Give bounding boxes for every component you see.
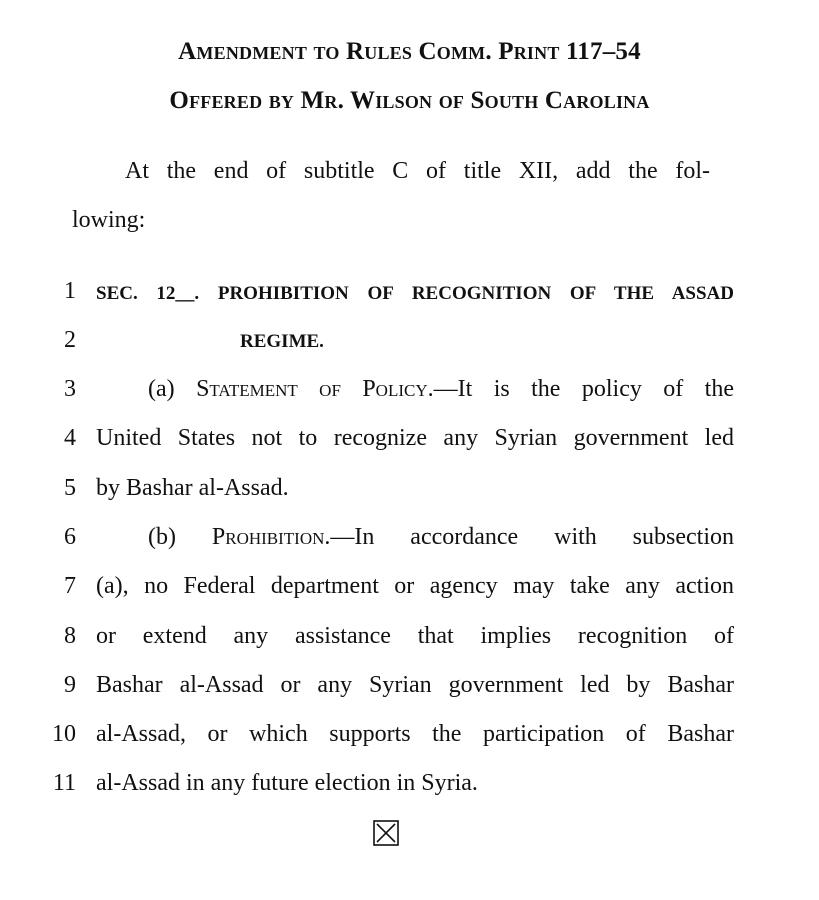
line-number: 2 bbox=[64, 327, 76, 353]
line-number: 6 bbox=[64, 524, 76, 550]
subsection-a-line-5: by Bashar al-Assad. bbox=[96, 475, 289, 501]
line-number: 11 bbox=[52, 770, 76, 796]
offered-by-line: Offered by Mr. Wilson of South Carolina bbox=[169, 87, 650, 114]
subsection-b-line-11: al-Assad in any future election in Syria. bbox=[96, 770, 478, 796]
amendment-title: Amendment to Rules Comm. Print 117–54 bbox=[178, 38, 641, 65]
section-heading-line-2: REGIME. bbox=[240, 331, 324, 352]
intro-line-2: lowing: bbox=[72, 207, 146, 233]
subsection-b-line-7: (a), no Federal department or agency may take any action bbox=[96, 573, 734, 599]
boxed-x-icon bbox=[373, 820, 399, 846]
subsection-b-line-6-rest: .—In accordance with subsection bbox=[324, 524, 734, 550]
line-number: 5 bbox=[64, 475, 76, 501]
intro-line-1: At the end of subtitle C of title XII, add the fol- bbox=[125, 158, 710, 184]
subsection-a-label: (a) bbox=[148, 376, 175, 402]
line-number: 9 bbox=[64, 672, 76, 698]
subsection-b-line-6 bbox=[148, 524, 734, 551]
line-number: 3 bbox=[64, 376, 76, 402]
section-heading-line-1: SEC. 12__. PROHIBITION OF RECOGNITION OF THE ASSAD bbox=[96, 283, 734, 304]
line-number: 8 bbox=[64, 623, 76, 649]
line-number: 1 bbox=[64, 278, 76, 304]
line-number: 4 bbox=[64, 425, 76, 451]
subsection-a-heading: Statement of Policy bbox=[196, 376, 428, 402]
subsection-b-line-8: or extend any assistance that implies recognition of bbox=[96, 623, 734, 649]
subsection-a-line-4: United States not to recognize any Syrian government led bbox=[96, 425, 734, 451]
line-number: 10 bbox=[52, 721, 76, 747]
subsection-b-heading: Prohibition bbox=[211, 524, 325, 550]
subsection-a-line-3-rest: .—It is the policy of the bbox=[427, 376, 734, 402]
subsection-b-line-10: al-Assad, or which supports the participation of Bashar bbox=[96, 721, 734, 747]
subsection-b-line-9: Bashar al-Assad or any Syrian government led by Bashar bbox=[96, 672, 734, 698]
subsection-b-label: (b) bbox=[148, 524, 176, 550]
line-number: 7 bbox=[64, 573, 76, 599]
subsection-a-line-3 bbox=[148, 376, 734, 403]
